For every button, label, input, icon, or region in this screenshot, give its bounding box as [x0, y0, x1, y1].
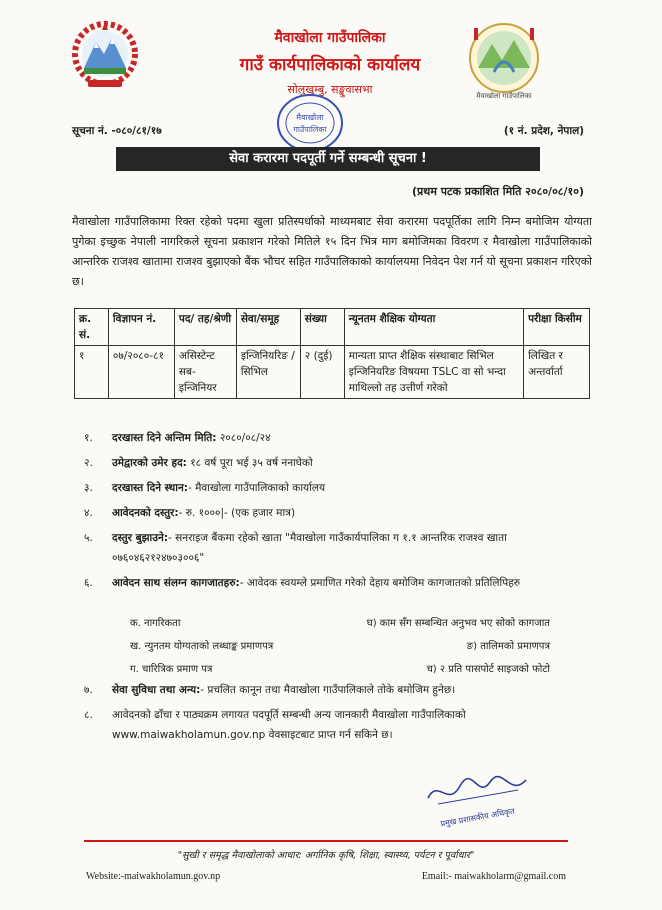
table-row: [75, 346, 590, 399]
list-item: [84, 453, 584, 473]
cell-count: २ (दुई): [300, 346, 344, 399]
point-label: आवेदनको दस्तुर:: [112, 507, 179, 519]
list-item: [84, 503, 584, 523]
col-header-qualification: न्यूनतम शैक्षिक योग्यता: [344, 309, 523, 346]
list-item: [84, 573, 584, 593]
cell-post: असिस्टेन्ट सब-इन्जिनियर: [174, 346, 236, 399]
point-label: सेवा सुविधा तथा अन्य:: [112, 684, 201, 696]
point-number: १.: [84, 432, 93, 444]
footer-slogan: "सुखी र समृद्ध मैवाखोलाको आधार: अर्गानिक कृषि, शिक्षा, स्वास्थ्य, पर्यटन र पूर्वाधार": [177, 850, 475, 861]
logo-caption: मैवाखोला गाउँपालिका: [476, 92, 532, 100]
point-text: १८ वर्ष पूरा भई ३५ वर्ष ननाघेको: [186, 457, 313, 469]
required-documents: [130, 612, 550, 681]
point-text: - आवेदक स्वयम्ले प्रमाणित गरेको देहाय बमोजिम कागजातको प्रतिलिपिहरु: [239, 577, 521, 589]
notice-title: सेवा करारमा पदपूर्ती गर्ने सम्बन्धी सूचना !: [116, 147, 540, 171]
signature: [418, 768, 538, 828]
footer-divider: [84, 840, 568, 842]
point-number: ६.: [84, 577, 93, 589]
cell-exam: लिखित र अन्तर्वार्ता: [524, 346, 590, 399]
office-name: मैवाखोला गाउँपालिका: [274, 30, 386, 46]
point-text: - प्रचलित कानून तथा मैवाखोला गाउँपालिकाले तोके बमोजिम हुनेछ।: [200, 684, 456, 696]
point-text: - मैवाखोला गाउँपालिकाको कार्यालय: [188, 482, 326, 494]
doc-item: क. नागरिकता: [130, 618, 181, 629]
cell-service: इन्जिनियरिङ /सिभिल: [236, 346, 300, 399]
doc-item: ङ) तालिमको प्रमाणपत्र: [466, 641, 550, 652]
signatory-title: प्रमुख प्रशासकीय अधिकृत: [439, 806, 516, 828]
address: (१ नं. प्रदेश, नेपाल): [503, 125, 584, 137]
point-text: - सनराइज बैंकमा रहेको खाता "मैवाखोला गाउँकार्यपालिका ग १.१ आन्तरिक राजश्व खाता ०७६०४६२१२४७०३००६": [112, 532, 507, 564]
list-item: [130, 658, 550, 681]
list-item: [130, 612, 550, 635]
office-district: सोलुखुम्बु, सङ्खुवासभा: [287, 83, 373, 96]
intro-paragraph: मैवाखोला गाउँपालिकामा रिक्त रहेको पदमा खुला प्रतिस्पर्धाको माध्यमबाट सेवा करारमा पदपूर्तिका लागि निम्न बमोजिम योग्यता पुगेका इच्छुक नेपाली नागरिकले सूचना प्रकाशन गरेको मितिले १५ दिन भित्र माग बमोजिमका विवरण र मैवाखोला गाउँपालिकाको आन्तरिक राजश्व खातामा राजश्व बुझाएको बैंक भौचर सहित गाउँपालिकाको कार्यालयमा निवेदन पेश गर्न यो सूचना प्रकाशन गरिएको छ।: [72, 215, 592, 288]
point-number: ७.: [84, 684, 93, 696]
point-text: - रु. १०००|- (एक हजार मात्र): [178, 507, 296, 519]
list-item: [84, 478, 584, 498]
point-number: २.: [84, 457, 93, 469]
doc-item: ग. चारित्रिक प्रमाण पत्र: [130, 664, 213, 675]
point-label: उमेद्वारको उमेर हद:: [112, 457, 187, 469]
point-label: दस्तुर बुझाउने:: [112, 532, 169, 544]
list-item: [84, 680, 584, 700]
list-item: [84, 528, 584, 568]
point-number: ५.: [84, 532, 93, 544]
col-header-exam: परीक्षा किसीम: [524, 309, 590, 346]
point-number: ४.: [84, 507, 93, 519]
point-label: दरखास्त दिने अन्तिम मिति:: [112, 432, 217, 444]
table-header-row: [75, 309, 590, 346]
point-label: आवेदन साथ संलग्न कागजातहरु:: [112, 577, 240, 589]
published-date: (प्रथम पटक प्रकाशित मिति २०८०/०८/१०): [412, 185, 584, 198]
point-number: ८.: [84, 709, 93, 721]
list-item: [130, 635, 550, 658]
footer-email: Email:- maiwakholarm@gmail.com: [421, 871, 566, 882]
cell-ad-no: ०७/२०८०-८१: [108, 346, 174, 399]
list-item: [84, 705, 584, 745]
doc-item: ख. न्युनतम योग्यताको लब्धाङ्क प्रमाणपत्र: [130, 641, 274, 652]
nepal-emblem-icon: [70, 18, 140, 90]
stamp-text-2: गाउँपालिका: [293, 125, 327, 134]
point-text: २०८०/०८/२४: [216, 432, 271, 444]
footer-website: Website:-maiwakholamun.gov.np: [86, 871, 221, 882]
stamp-text-1: मैवाखोला: [296, 113, 324, 122]
municipality-logo-icon: [460, 22, 548, 102]
doc-item: घ) काम सँग सम्बन्धित अनुभव भए सोको कागजात: [366, 618, 550, 629]
notice-points-list-2: [84, 680, 584, 750]
list-item: [84, 428, 584, 448]
notice-points-list: [84, 428, 584, 598]
cell-sn: १: [75, 346, 109, 399]
point-text: आवेदनको ढाँचा र पाठ्यक्रम लगायत पदपूर्ति सम्बन्धी अन्य जानकारी मैवाखोला गाउँपालिकाको www.maiwakholamun.gov.np वेवसाइटबाट प्राप्त गर्न सकिने छ।: [112, 709, 466, 741]
point-label: दरखास्त दिने स्थान:: [112, 482, 189, 494]
col-header-count: संख्या: [300, 309, 344, 346]
col-header-post: पद/ तह/श्रेणी: [174, 309, 236, 346]
cell-qualification: मान्यता प्राप्त शैक्षिक संस्थाबाट सिभिल इन्जिनियरिङ विषयमा TSLC वा सो भन्दा माथिल्लो तह उत्तीर्ण गरेको: [344, 346, 523, 399]
doc-item: च) २ प्रति पासपोर्ट साइजको फोटो: [426, 664, 550, 675]
office-subtitle: गाउँ कार्यपालिकाको कार्यालय: [239, 55, 421, 75]
point-number: ३.: [84, 482, 93, 494]
col-header-sn: क्र. सं.: [75, 309, 109, 346]
vacancy-table: [74, 308, 590, 399]
col-header-service: सेवा/समूह: [236, 309, 300, 346]
notice-reference-number: सूचना नं. -०८०/८१/१७: [72, 125, 162, 137]
col-header-ad-no: विज्ञापन नं.: [108, 309, 174, 346]
